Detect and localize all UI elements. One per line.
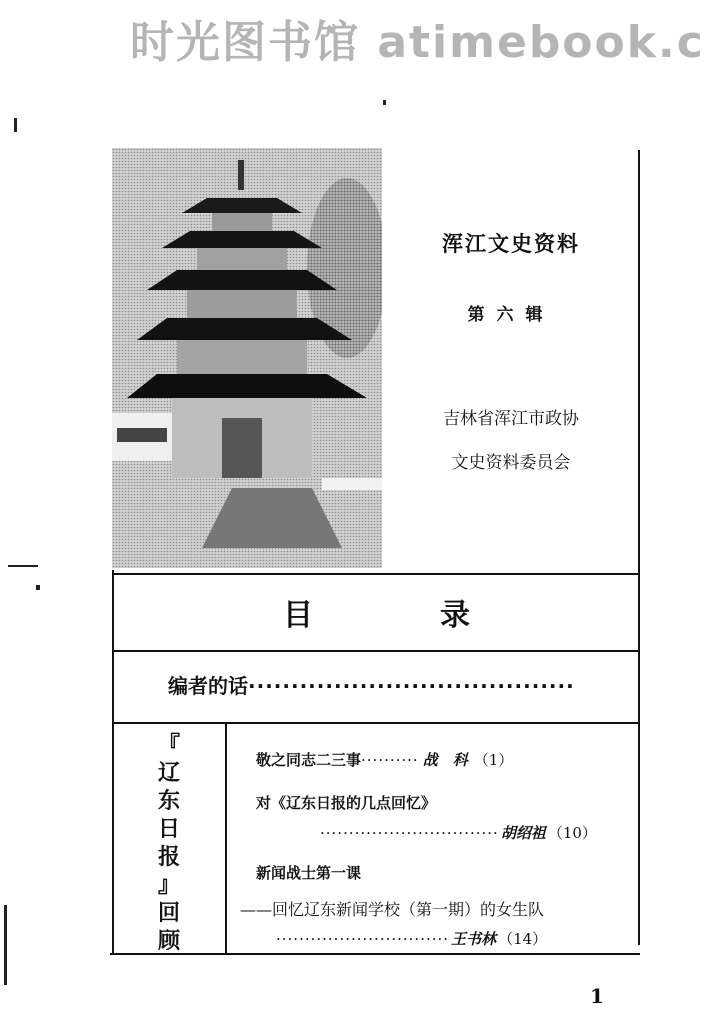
toc-entry — [256, 792, 436, 813]
section-label-char: 回 — [157, 901, 180, 926]
frame-bottom-border — [110, 953, 640, 955]
pagoda-image-icon — [112, 148, 382, 568]
entry-subtitle: ——回忆辽东新闻学校（第一期）的女生队 — [240, 900, 545, 919]
section-divider-vertical — [225, 724, 227, 954]
page-number: 1 — [590, 984, 604, 1008]
section-label-char: 『 — [157, 733, 180, 758]
scan-speck — [36, 585, 40, 590]
section-label-char: 日 — [157, 817, 180, 842]
section-label-char: 报 — [157, 845, 180, 870]
watermark: 时光图书馆 atimebook.c — [130, 17, 705, 66]
scan-speck — [383, 100, 386, 105]
section-label-liaodong-daily — [147, 732, 191, 952]
frame-right-border — [638, 150, 640, 945]
toc-entry-continuation — [320, 822, 597, 843]
editors-note-dots: ······································ — [248, 674, 575, 698]
divider-below-toc-title — [112, 650, 640, 652]
editors-note-title: 编者的话 — [168, 674, 248, 698]
entry-author: 王书林 — [451, 930, 497, 948]
entry-dots: ·········· — [361, 751, 419, 769]
pagoda-photo — [112, 148, 382, 568]
section-label-char: 东 — [157, 789, 180, 814]
publisher-line-2: 文史资料委员会 — [451, 453, 571, 473]
entry-page: （1） — [473, 751, 514, 769]
section-label-char: 辽 — [157, 761, 180, 786]
toc-heading-left: 目 — [283, 598, 313, 633]
divider-below-cover — [112, 573, 640, 575]
toc-entry — [256, 862, 361, 883]
toc-entry — [256, 749, 513, 770]
entry-page: （10） — [547, 824, 597, 842]
divider-below-editors — [112, 722, 640, 724]
frame-left-border — [112, 570, 114, 955]
entry-dots: ······························ — [276, 930, 450, 948]
entry-author: 胡绍祖 — [500, 824, 546, 842]
entry-dots: ······························· — [320, 824, 499, 842]
book-volume: 第六辑 — [467, 305, 555, 325]
editors-note-entry — [168, 670, 638, 699]
entry-title: 新闻战士第一课 — [256, 864, 362, 882]
toc-heading-right: 录 — [440, 598, 470, 633]
publisher-line-1: 吉林省浑江市政协 — [443, 409, 579, 429]
scan-speck — [8, 565, 38, 567]
toc-entry-continuation — [276, 928, 547, 949]
book-title: 浑江文史资料 — [442, 231, 580, 256]
section-label-char: 』 — [157, 873, 180, 898]
entry-title: 对《辽东日报的几点回忆》 — [256, 794, 437, 812]
section-label-char: 顾 — [157, 929, 180, 954]
scan-speck — [4, 905, 7, 985]
cover-title-block — [384, 150, 638, 570]
entry-title: 敬之同志二三事 — [256, 751, 362, 769]
scan-speck — [14, 118, 17, 132]
entry-author: 战 科 — [422, 751, 468, 769]
entry-page: （14） — [498, 930, 548, 948]
